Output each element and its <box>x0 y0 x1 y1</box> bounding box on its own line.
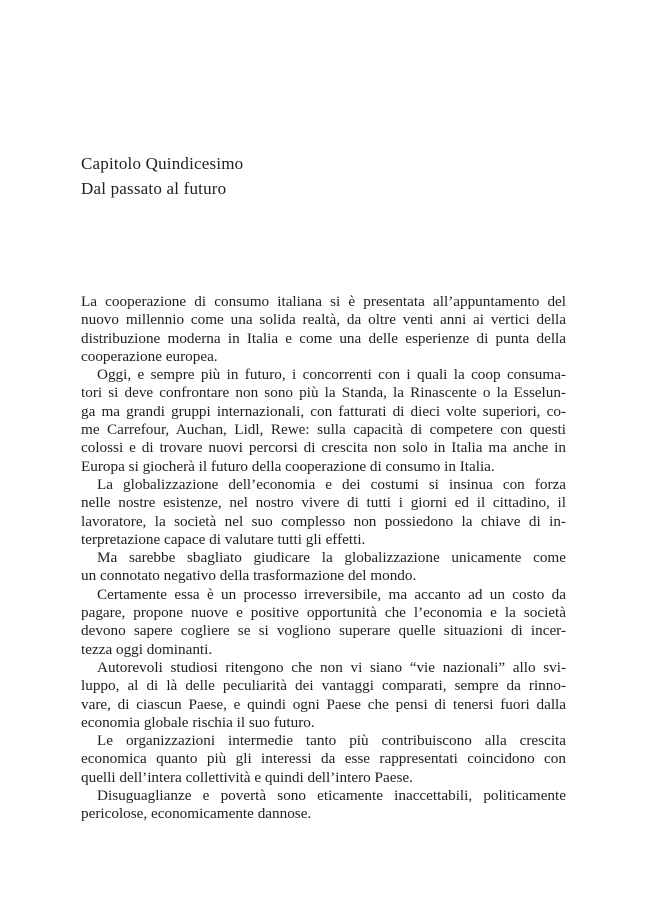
text-line: lavoratore, la società nel suo complesso non possiedono la chiave di in- <box>81 512 566 530</box>
paragraph <box>81 476 566 549</box>
text-line: nuovo millennio come una solida realtà, da oltre venti anni ai vertici della <box>81 311 566 329</box>
text-line: Autorevoli studiosi ritengono che non vi siano “vie nazionali” allo svi- <box>97 658 566 676</box>
text-line: economica quanto più gli interessi da esse rappresentati coincidono con <box>81 750 566 768</box>
paragraph <box>81 293 566 366</box>
chapter-number-line: Capitolo Quindicesimo <box>81 154 244 173</box>
chapter-subtitle-line: Dal passato al futuro <box>81 179 227 198</box>
paragraph <box>81 659 566 732</box>
text-line: quelli dell’intera collettività e quindi dell’intero Paese. <box>81 768 413 786</box>
text-line: vare, di ciascun Paese, e quindi ogni Paese che pensi di tenersi fuori dalla <box>81 695 566 713</box>
text-line: pagare, propone nuove e positive opportunità che l’economia e la società <box>81 604 566 622</box>
text-line: pericolose, economicamente dannose. <box>81 805 312 823</box>
paragraph <box>81 732 566 787</box>
text-line: distribuzione moderna in Italia e come una delle esperienze di punta della <box>81 329 566 347</box>
text-line: tori si deve confrontare non sono più la Standa, la Rinascente o la Esselun- <box>81 384 566 402</box>
paragraph <box>81 586 566 659</box>
text-line: La globalizzazione dell’economia e dei costumi si insinua con forza <box>97 475 566 493</box>
text-line: ga ma grandi gruppi internazionali, con fatturati di dieci volte superiori, co- <box>81 402 566 420</box>
paragraph <box>81 549 566 586</box>
text-line: terpretazione capace di valutare tutti gli effetti. <box>81 530 366 548</box>
paragraph <box>81 366 566 476</box>
text-line: nelle nostre esistenze, nel nostro vivere di tutti i giorni ed il cittadino, il <box>81 494 566 512</box>
text-line: La cooperazione di consumo italiana si è presentata all’appuntamento del <box>81 293 566 310</box>
text-line: Le organizzazioni intermedie tanto più contribuiscono alla crescita <box>97 732 566 750</box>
text-line: un connotato negativo della trasformazione del mondo. <box>81 567 417 585</box>
text-line: colossi e di trovare nuovi percorsi di crescita non solo in Italia ma anche in <box>81 439 566 457</box>
text-line: tezza oggi dominanti. <box>81 640 213 658</box>
text-line: economia globale rischia il suo futuro. <box>81 713 315 731</box>
text-line: Oggi, e sempre più in futuro, i concorrenti con i quali la coop consuma- <box>97 366 566 384</box>
text-line: luppo, al di là delle peculiarità dei vantaggi comparati, sempre da rinno- <box>81 677 566 695</box>
text-line: Disuguaglianze e povertà sono eticamente inaccettabili, politicamente <box>97 787 566 805</box>
text-line: me Carrefour, Auchan, Lidl, Rewe: sulla capacità di competere con questi <box>81 421 566 439</box>
body-text <box>81 293 566 824</box>
chapter-title <box>81 151 243 201</box>
paragraph <box>81 787 566 824</box>
text-line: devono sapere cogliere se si vogliono superare quelle situazioni di incer- <box>81 622 566 640</box>
text-line: Europa si giocherà il futuro della cooperazione di consumo in Italia. <box>81 457 495 475</box>
text-line: cooperazione europea. <box>81 347 218 365</box>
text-line: Certamente essa è un processo irreversibile, ma accanto ad un costo da <box>97 585 566 603</box>
text-line: Ma sarebbe sbagliato giudicare la globalizzazione unicamente come <box>97 549 566 567</box>
